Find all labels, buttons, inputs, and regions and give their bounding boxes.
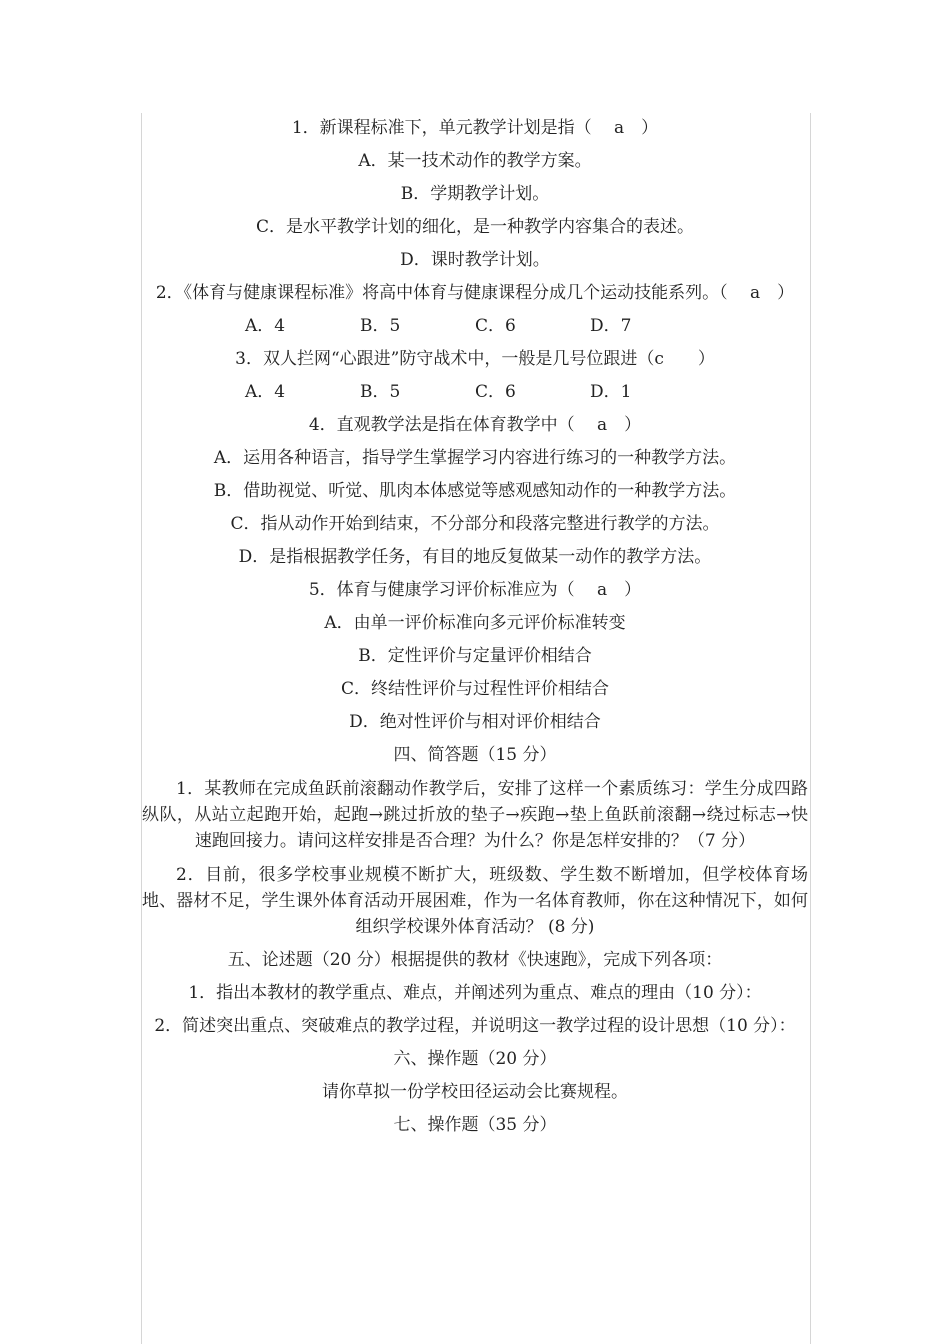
q3-stem: 3．双人拦网“心跟进”防守战术中，一般是几号位跟进（c ） xyxy=(235,349,715,369)
q5-option-c: C．终结性评价与过程性评价相结合 xyxy=(340,679,609,699)
q1-stem: 1．新课程标准下，单元教学计划是指（ a ） xyxy=(291,118,659,138)
q5-stem: 5．体育与健康学习评价标准应为（ a ） xyxy=(308,580,642,600)
q2-option-b: B．5 xyxy=(360,316,401,336)
section4-title: 四、简答题（15 分） xyxy=(393,745,557,765)
q3-option-b: B．5 xyxy=(360,382,401,402)
q5-option-d: D．绝对性评价与相对评价相结合 xyxy=(349,712,601,732)
q3-options xyxy=(142,376,808,409)
q1-option-b: B．学期教学计划。 xyxy=(400,184,550,204)
q2-stem: 2．《体育与健康课程标准》将高中体育与健康课程分成几个运动技能系列。（ a ） xyxy=(155,283,795,303)
q2-option-c: C．6 xyxy=(475,316,516,336)
q2-option-a: A．4 xyxy=(245,316,286,336)
q2-options xyxy=(142,310,808,343)
section5-question-2: 2．简述突出重点、突破难点的教学过程，并说明这一教学过程的设计思想（10 分）： xyxy=(154,1016,796,1036)
q3-option-c: C．6 xyxy=(475,382,516,402)
q3-option-d: D．1 xyxy=(590,382,632,402)
section7-title: 七、操作题（35 分） xyxy=(393,1115,557,1135)
section4-question-1: 1．某教师在完成鱼跃前滚翻动作教学后，安排了这样一个素质练习：学生分成四路纵队，从站立起跑开始，起跑→跳过折放的垫子→疾跑→垫上鱼跃前滚翻→绕过标志→快速跑回接力。请问这样安排是否合理？为什么？你是怎样安排的？（7 分） xyxy=(142,779,808,851)
q1-option-c: C．是水平教学计划的细化，是一种教学内容集合的表述。 xyxy=(255,217,694,237)
q4-stem: 4．直观教学法是指在体育教学中（ a ） xyxy=(308,415,642,435)
q1-option-d: D．课时教学计划。 xyxy=(400,250,550,270)
q4-option-c: C．指从动作开始到结束，不分部分和段落完整进行教学的方法。 xyxy=(230,514,720,534)
q5-option-a: A．由单一评价标准向多元评价标准转变 xyxy=(324,613,626,633)
q1-option-a: A．某一技术动作的教学方案。 xyxy=(358,151,592,171)
q4-option-b: B．借助视觉、听觉、肌肉本体感觉等感观感知动作的一种教学方法。 xyxy=(213,481,737,501)
document-content xyxy=(142,112,808,1142)
section6-title: 六、操作题（20 分） xyxy=(393,1049,557,1069)
section5-title: 五、论述题（20 分）根据提供的教材《快速跑》，完成下列各项： xyxy=(227,950,723,970)
section5-question-1: 1．指出本教材的教学重点、难点，并阐述列为重点、难点的理由（10 分）： xyxy=(188,983,762,1003)
q5-option-b: B．定性评价与定量评价相结合 xyxy=(358,646,592,666)
section6-question: 请你草拟一份学校田径运动会比赛规程。 xyxy=(322,1082,628,1102)
q3-option-a: A．4 xyxy=(245,382,286,402)
q4-option-a: A．运用各种语言，指导学生掌握学习内容进行练习的一种教学方法。 xyxy=(213,448,737,468)
section4-question-2: 2．目前，很多学校事业规模不断扩大，班级数、学生数不断增加，但学校体育场地、器材不足，学生课外体育活动开展困难，作为一名体育教师，你在这种情况下，如何组织学校课外体育活动？ (8 分) xyxy=(142,865,808,937)
q4-option-d: D．是指根据教学任务，有目的地反复做某一动作的教学方法。 xyxy=(238,547,712,567)
q2-option-d: D．7 xyxy=(590,316,632,336)
